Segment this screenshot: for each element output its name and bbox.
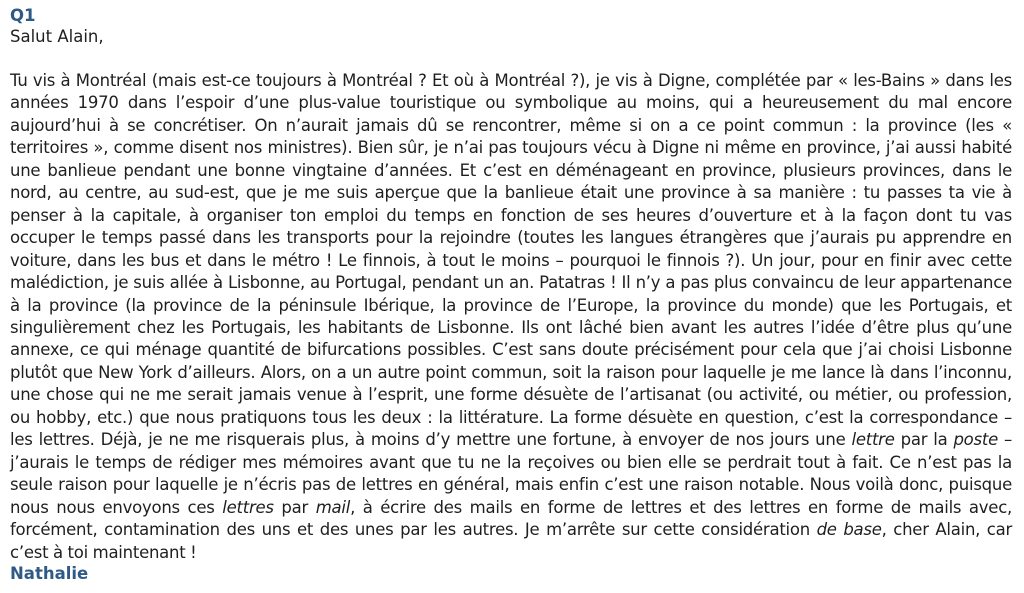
- italic-text: de base: [816, 520, 882, 540]
- italic-text: mail: [315, 497, 351, 517]
- body-text-segment: par la: [894, 430, 954, 450]
- body-text-segment: , cher Alain, car c’est à toi maintenant !: [10, 520, 1012, 562]
- body-text-segment: , à écrire des mails en forme de lettres et des lettres en forme de mails avec, forcément, contamination des uns et des unes par les autres. Je m’arrête sur cette considération: [10, 497, 1013, 540]
- body-text-segment: Tu vis à Montréal (mais est-ce toujours à Montréal ? Et où à Montréal ?), je vis à Digne, complétée par « les-Bains » dans les années 1970 dans l’espoir d’une plus-value touristique ou symbolique au moins, qui a heureusement du mal encore aujourd’hui à se concrétiser. On n’aurait jamais dû se rencontrer, même si on a ce point commun : la province (les « territoires », comme disent nos ministres). Bien sûr, je n’ai pas toujours vécu à Digne ni même en province, j’ai aussi habité une banlieue pendant une bonne vingtaine d’années. Et c’est en déménageant en province, plusieurs provinces, dans le nord, au centre, au sud-est, que je me suis aperçue que la banlieue était une province à sa manière : tu passes ta vie à penser à la capitale, à organiser ton emploi du temps en fonction de ses heures d’ouverture et à la façon dont tu vas occuper le temps passé dans les transports pour la rejoindre (toutes les langues étrangères que j’aurais pu apprendre en voiture, dans les bus et dans le métro ! Le finnois, à tout le moins – pourquoi le finnois ?). Un jour, pour en finir avec cette malédiction, je suis allée à Lisbonne, au Portugal, pendant un an. Patatras ! Il n’y a pas plus convaincu de leur appartenance à la province (la province de la péninsule Ibérique, la province de l’Europe, la province du monde) que les Portugais, et singulièrement chez les Portugais, les habitants de Lisbonne. Ils ont lâché bien avant les autres l’idée d’être plus qu’une annexe, ce qui ménage quantité de bifurcations possibles. C’est sans doute précisément pour cela que j’ai choisi Lisbonne plutôt que New York d’ailleurs. Alors, on a un autre point commun, soit la raison pour laquelle je me lance là dans l’inconnu, une chose qui ne me serait jamais venue à l’esprit, une forme désuète de l’artisanat (ou activité, ou métier, ou profession, ou hobby, etc.) que nous pratiquons tous les deux : la littérature. La forme désuète en question, c’est la correspondance – les lettres. Déjà, je ne me risquerais plus, à moins d’y mettre une fortune, à envoyer de nos jours une: [10, 71, 1012, 450]
- question-heading: Q1: [10, 6, 36, 25]
- italic-text: lettre: [851, 430, 895, 450]
- letter-body: [10, 70, 1012, 564]
- italic-text: lettres: [222, 497, 274, 517]
- body-text-segment: – j’aurais le temps de rédiger mes mémoires avant que tu ne la reçoives ou bien elle se perdrait tout à fait. Ce n’est pas la seule raison pour laquelle je n’écris pas de lettres en général, mais enfin c’est une raison notable. Nous voilà donc, puisque nous nous envoyons ces: [10, 430, 1012, 517]
- body-text-segment: par: [273, 497, 316, 517]
- signature: Nathalie: [10, 563, 89, 583]
- salutation: Salut Alain,: [10, 27, 104, 46]
- italic-text: poste: [953, 430, 998, 450]
